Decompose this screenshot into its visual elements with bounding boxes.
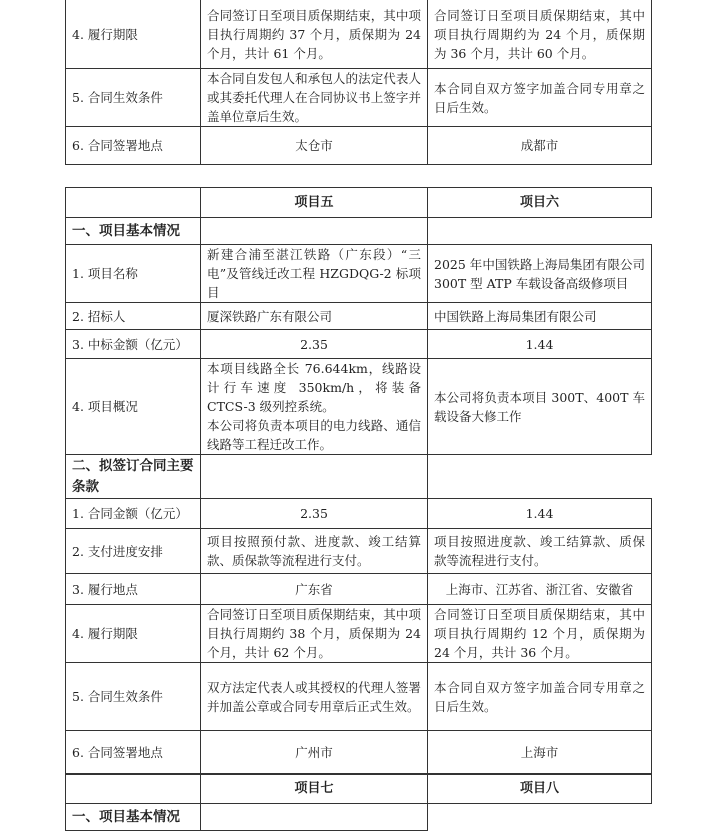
empty-cell bbox=[201, 218, 428, 245]
contract-table-projects-7-8 bbox=[65, 773, 652, 831]
section-heading: 一、项目基本情况 bbox=[66, 804, 201, 831]
cell-right-project: 中国铁路上海局集团有限公司 bbox=[428, 303, 652, 330]
column-header: 项目七 bbox=[201, 774, 428, 804]
cell-right-project: 本合同自双方签字加盖合同专用章之日后生效。 bbox=[428, 663, 652, 731]
cell-left-project: 双方法定代表人或其授权的代理人签署并加盖公章或合同专用章后正式生效。 bbox=[201, 663, 428, 731]
cell-right-project: 本公司将负责本项目 300T、400T 车载设备大修工作 bbox=[428, 359, 652, 455]
cell-left-project: 项目按照预付款、进度款、竣工结算款、质保款等流程进行支付。 bbox=[201, 529, 428, 574]
cell-left-project: 广东省 bbox=[201, 574, 428, 605]
cell-right-project: 1.44 bbox=[428, 330, 652, 359]
section-row bbox=[66, 218, 652, 245]
row-label: 2. 支付进度安排 bbox=[66, 529, 201, 574]
row-label: 3. 履行地点 bbox=[66, 574, 201, 605]
table-row bbox=[66, 330, 652, 359]
row-label: 2. 招标人 bbox=[66, 303, 201, 330]
row-label: 1. 合同金额（亿元） bbox=[66, 499, 201, 529]
section-heading: 二、拟签订合同主要条款 bbox=[66, 455, 201, 499]
table-row bbox=[66, 245, 652, 303]
table-row bbox=[66, 663, 652, 731]
cell-right-project: 2025 年中国铁路上海局集团有限公司 300T 型 ATP 车载设备高级修项目 bbox=[428, 245, 652, 303]
header-blank-cell bbox=[66, 188, 201, 218]
section-heading: 一、项目基本情况 bbox=[66, 218, 201, 245]
table-row bbox=[66, 499, 652, 529]
cell-right-project: 合同签订日至项目质保期结束，其中项目执行周期约 12 个月，质保期为 24 个月，共计 36 个月。 bbox=[428, 605, 652, 663]
header-blank-cell bbox=[66, 774, 201, 804]
row-label: 5. 合同生效条件 bbox=[66, 69, 201, 127]
empty-cell bbox=[201, 455, 428, 499]
cell-left-project: 合同签订日至项目质保期结束，其中项目执行周期约 37 个月，质保期为 24 个月，共计 61 个月。 bbox=[201, 0, 428, 69]
row-label: 4. 履行期限 bbox=[66, 0, 201, 69]
table-header-row bbox=[66, 774, 652, 804]
table-row bbox=[66, 0, 652, 69]
column-header: 项目八 bbox=[428, 774, 652, 804]
table-row bbox=[66, 574, 652, 605]
cell-left-project: 2.35 bbox=[201, 330, 428, 359]
cell-left-project: 本项目线路全长 76.644km，线路设计行车速度 350km/h，将装备 CTCS-3 级列控系统。 本公司将负责本项目的电力线路、通信线路等工程迁改工作。 bbox=[201, 359, 428, 455]
row-label: 4. 履行期限 bbox=[66, 605, 201, 663]
cell-left-project: 2.35 bbox=[201, 499, 428, 529]
table-row bbox=[66, 69, 652, 127]
cell-left-project: 广州市 bbox=[201, 731, 428, 775]
contract-table-projects-5-6 bbox=[65, 187, 652, 775]
row-label: 6. 合同签署地点 bbox=[66, 127, 201, 165]
table-row bbox=[66, 303, 652, 330]
cell-right-project: 本合同自双方签字加盖合同专用章之日后生效。 bbox=[428, 69, 652, 127]
empty-cell bbox=[201, 804, 428, 831]
row-label: 4. 项目概况 bbox=[66, 359, 201, 455]
cell-left-project: 太仓市 bbox=[201, 127, 428, 165]
row-label: 5. 合同生效条件 bbox=[66, 663, 201, 731]
cell-left-project: 合同签订日至项目质保期结束，其中项目执行周期约 38 个月，质保期为 24 个月，共计 62 个月。 bbox=[201, 605, 428, 663]
section-row bbox=[66, 455, 652, 499]
column-header: 项目五 bbox=[201, 188, 428, 218]
row-label: 3. 中标金额（亿元） bbox=[66, 330, 201, 359]
table-row bbox=[66, 529, 652, 574]
table-row bbox=[66, 127, 652, 165]
row-label: 1. 项目名称 bbox=[66, 245, 201, 303]
table-row bbox=[66, 731, 652, 775]
section-row bbox=[66, 804, 652, 831]
row-label: 6. 合同签署地点 bbox=[66, 731, 201, 775]
cell-right-project: 项目按照进度款、竣工结算款、质保款等流程进行支付。 bbox=[428, 529, 652, 574]
cell-left-project: 新建合浦至湛江铁路（广东段）“三电”及管线迁改工程 HZGDQG-2 标项目 bbox=[201, 245, 428, 303]
table-header-row bbox=[66, 188, 652, 218]
cell-right-project: 1.44 bbox=[428, 499, 652, 529]
cell-right-project: 合同签订日至项目质保期结束，其中项目执行周期约为 24 个月，质保期为 36 个月，共计 60 个月。 bbox=[428, 0, 652, 69]
table-row bbox=[66, 605, 652, 663]
cell-left-project: 本合同自发包人和承包人的法定代表人或其委托代理人在合同协议书上签字并盖单位章后生效。 bbox=[201, 69, 428, 127]
column-header: 项目六 bbox=[428, 188, 652, 218]
table-row bbox=[66, 359, 652, 455]
cell-left-project: 厦深铁路广东有限公司 bbox=[201, 303, 428, 330]
cell-right-project: 上海市 bbox=[428, 731, 652, 775]
cell-right-project: 上海市、江苏省、浙江省、安徽省 bbox=[428, 574, 652, 605]
contract-table-continued bbox=[65, 0, 652, 165]
cell-right-project: 成都市 bbox=[428, 127, 652, 165]
